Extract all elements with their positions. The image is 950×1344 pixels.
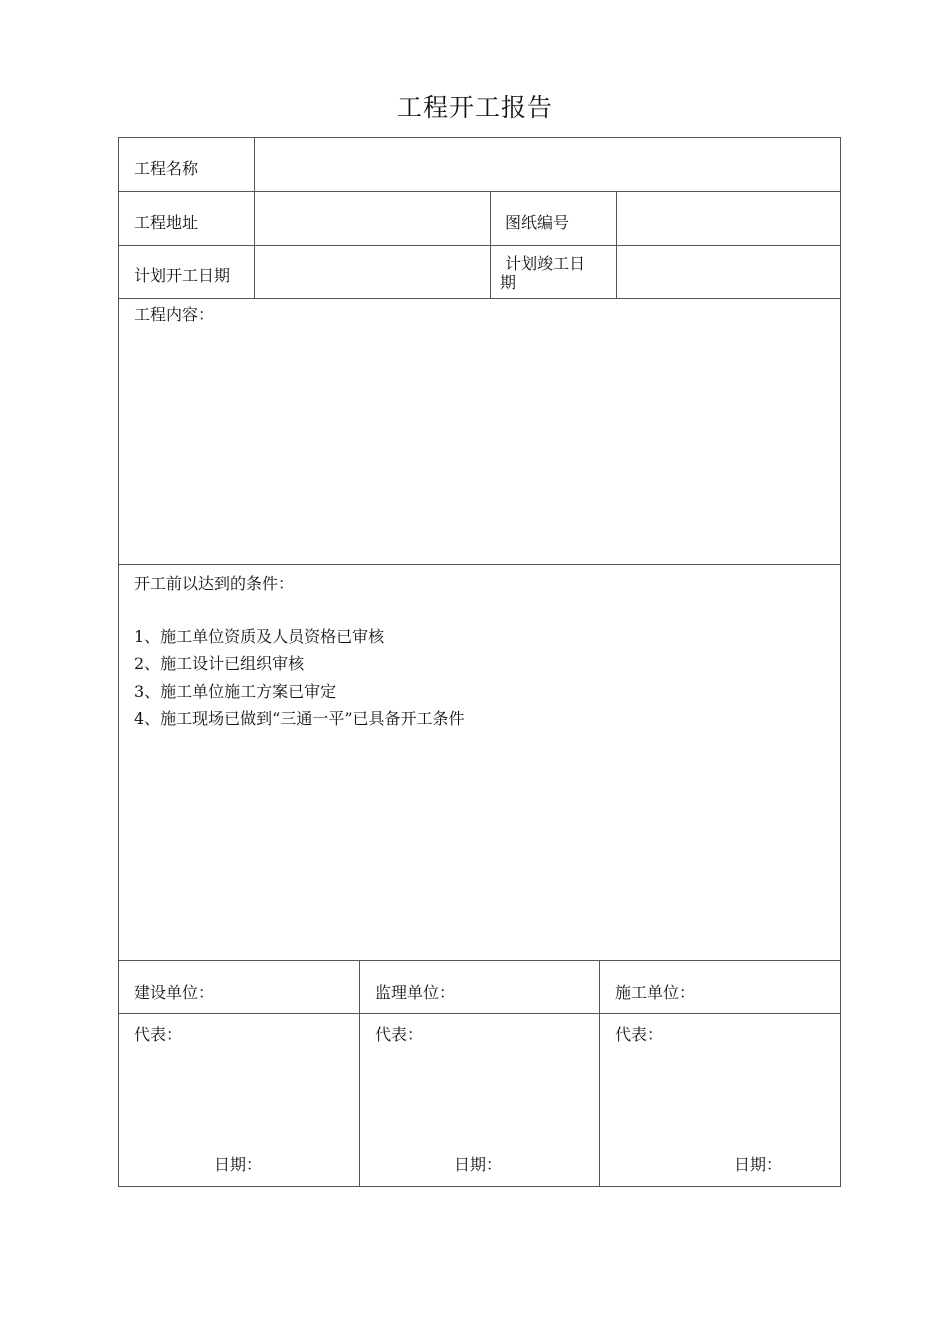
condition-item: 1、施工单位资质及人员资格已审核 — [134, 627, 385, 646]
label-supervision-representative: 代表： — [375, 1025, 424, 1044]
label-owner-date: 日期： — [214, 1155, 263, 1174]
condition-item: 4、施工现场已做到“三通一平”已具备开工条件 — [134, 709, 465, 728]
page-title: 工程开工报告 — [396, 93, 553, 122]
label-planned-completion — [500, 254, 600, 292]
report-form — [118, 137, 841, 1187]
planned-start-field[interactable] — [256, 247, 489, 297]
label-drawing-number: 图纸编号 — [505, 213, 570, 232]
column-divider — [490, 191, 491, 298]
label-construction-date: 日期： — [734, 1155, 783, 1174]
row-divider — [119, 960, 840, 961]
project-address-field[interactable] — [256, 193, 489, 244]
column-divider — [359, 960, 360, 1187]
project-content-field[interactable] — [120, 324, 839, 562]
label-conditions: 开工前以达到的条件： — [134, 574, 295, 593]
label-owner-representative: 代表： — [134, 1025, 183, 1044]
planned-completion-field[interactable] — [618, 247, 839, 297]
construction-signature-field[interactable] — [601, 1015, 839, 1186]
column-divider — [599, 960, 600, 1187]
label-project-name: 工程名称 — [134, 159, 199, 178]
project-name-field[interactable] — [256, 139, 839, 190]
drawing-number-field[interactable] — [618, 193, 839, 244]
column-divider — [254, 138, 255, 298]
label-planned-start: 计划开工日期 — [134, 266, 231, 285]
label-project-address: 工程地址 — [134, 213, 199, 232]
label-supervision-unit: 监理单位： — [375, 983, 456, 1002]
row-divider — [119, 191, 840, 192]
label-supervision-date: 日期： — [454, 1155, 503, 1174]
condition-item: 2、施工设计已组织审核 — [134, 654, 305, 673]
row-divider — [119, 564, 840, 565]
row-divider — [119, 298, 840, 299]
row-divider — [119, 1013, 840, 1014]
row-divider — [119, 245, 840, 246]
label-planned-completion-line1: 计划竣工日 — [500, 254, 586, 273]
label-construction-representative: 代表： — [615, 1025, 664, 1044]
label-construction-unit: 施工单位： — [615, 983, 696, 1002]
label-project-content: 工程内容： — [134, 305, 215, 324]
label-planned-completion-line2: 期 — [500, 273, 517, 292]
column-divider — [616, 191, 617, 298]
label-owner-unit: 建设单位： — [134, 983, 215, 1002]
condition-item: 3、施工单位施工方案已审定 — [134, 682, 337, 701]
